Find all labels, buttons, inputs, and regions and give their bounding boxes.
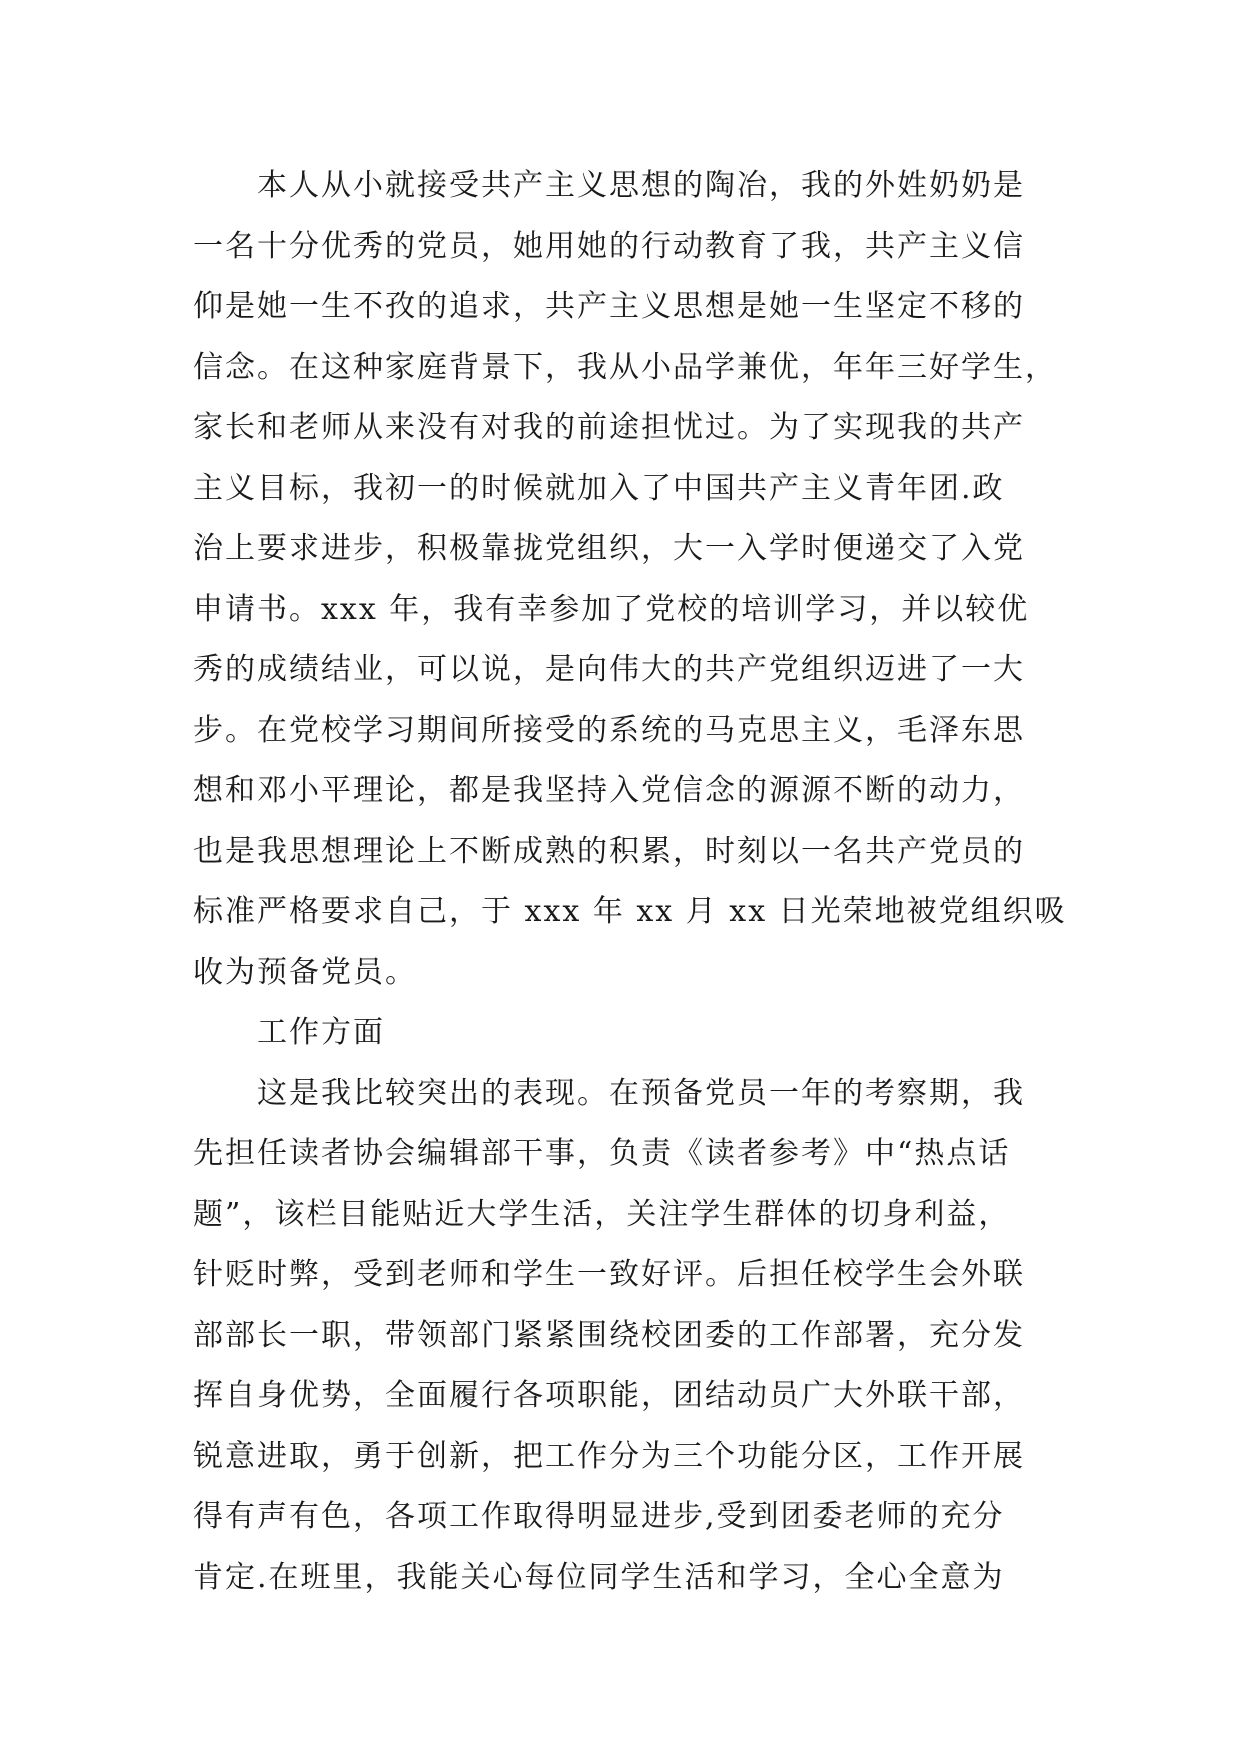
paragraph-line: 一名十分优秀的党员，她用她的行动教育了我，共产主义信 <box>193 228 1025 264</box>
paragraph-line: 本人从小就接受共产主义思想的陶冶，我的外姓奶奶是 <box>257 168 1025 203</box>
paragraph-line: 收为预备党员。 <box>193 954 417 990</box>
paragraph-line: 治上要求进步，积极靠拢党组织，大一入学时便递交了入党 <box>193 531 1025 566</box>
paragraph-line: 秀的成绩结业，可以说，是向伟大的共产党组织迈进了一大 <box>193 652 1025 687</box>
paragraph-line: 家长和老师从来没有对我的前途担忧过。为了实现我的共产 <box>193 410 1025 445</box>
section-heading: 工作方面 <box>257 1015 385 1050</box>
paragraph-line: 题”，该栏目能贴近大学生活，关注学生群体的切身利益， <box>193 1196 1011 1232</box>
paragraph-line: 标准严格要求自己，于 xxx 年 xx 月 xx 日光荣地被党组织吸 <box>193 894 1067 929</box>
paragraph-line: 主义目标，我初一的时候就加入了中国共产主义青年团.政 <box>193 470 1005 506</box>
paragraph-line: 也是我思想理论上不断成熟的积累，时刻以一名共产党员的 <box>193 833 1025 869</box>
paragraph-line: 步。在党校学习期间所接受的系统的马克思主义，毛泽东思 <box>193 712 1025 748</box>
paragraph-line: 部部长一职，带领部门紧紧围绕校团委的工作部署，充分发 <box>193 1317 1025 1353</box>
paragraph-line: 仰是她一生不孜的追求，共产主义思想是她一生坚定不移的 <box>193 289 1025 324</box>
paragraph-line: 想和邓小平理论，都是我坚持入党信念的源源不断的动力， <box>193 773 1025 808</box>
paragraph-line: 先担任读者协会编辑部干事，负责《读者参考》中“热点话 <box>193 1136 1011 1171</box>
paragraph-line: 针贬时弊，受到老师和学生一致好评。后担任校学生会外联 <box>193 1257 1025 1292</box>
paragraph-line: 得有声有色，各项工作取得明显进步,受到团委老师的充分 <box>193 1499 1005 1534</box>
paragraph-line: 申请书。xxx 年，我有幸参加了党校的培训学习，并以较优 <box>193 591 1030 627</box>
paragraph-line: 肯定.在班里，我能关心每位同学生活和学习，全心全意为 <box>193 1559 1005 1595</box>
paragraph-line: 挥自身优势，全面履行各项职能，团结动员广大外联干部， <box>193 1378 1025 1413</box>
paragraph-line: 这是我比较突出的表现。在预备党员一年的考察期，我 <box>257 1075 1025 1111</box>
paragraph-line: 锐意进取，勇于创新，把工作分为三个功能分区，工作开展 <box>193 1438 1025 1474</box>
document-body <box>193 156 1067 1608</box>
paragraph-line: 信念。在这种家庭背景下，我从小品学兼优，年年三好学生， <box>193 349 1057 385</box>
